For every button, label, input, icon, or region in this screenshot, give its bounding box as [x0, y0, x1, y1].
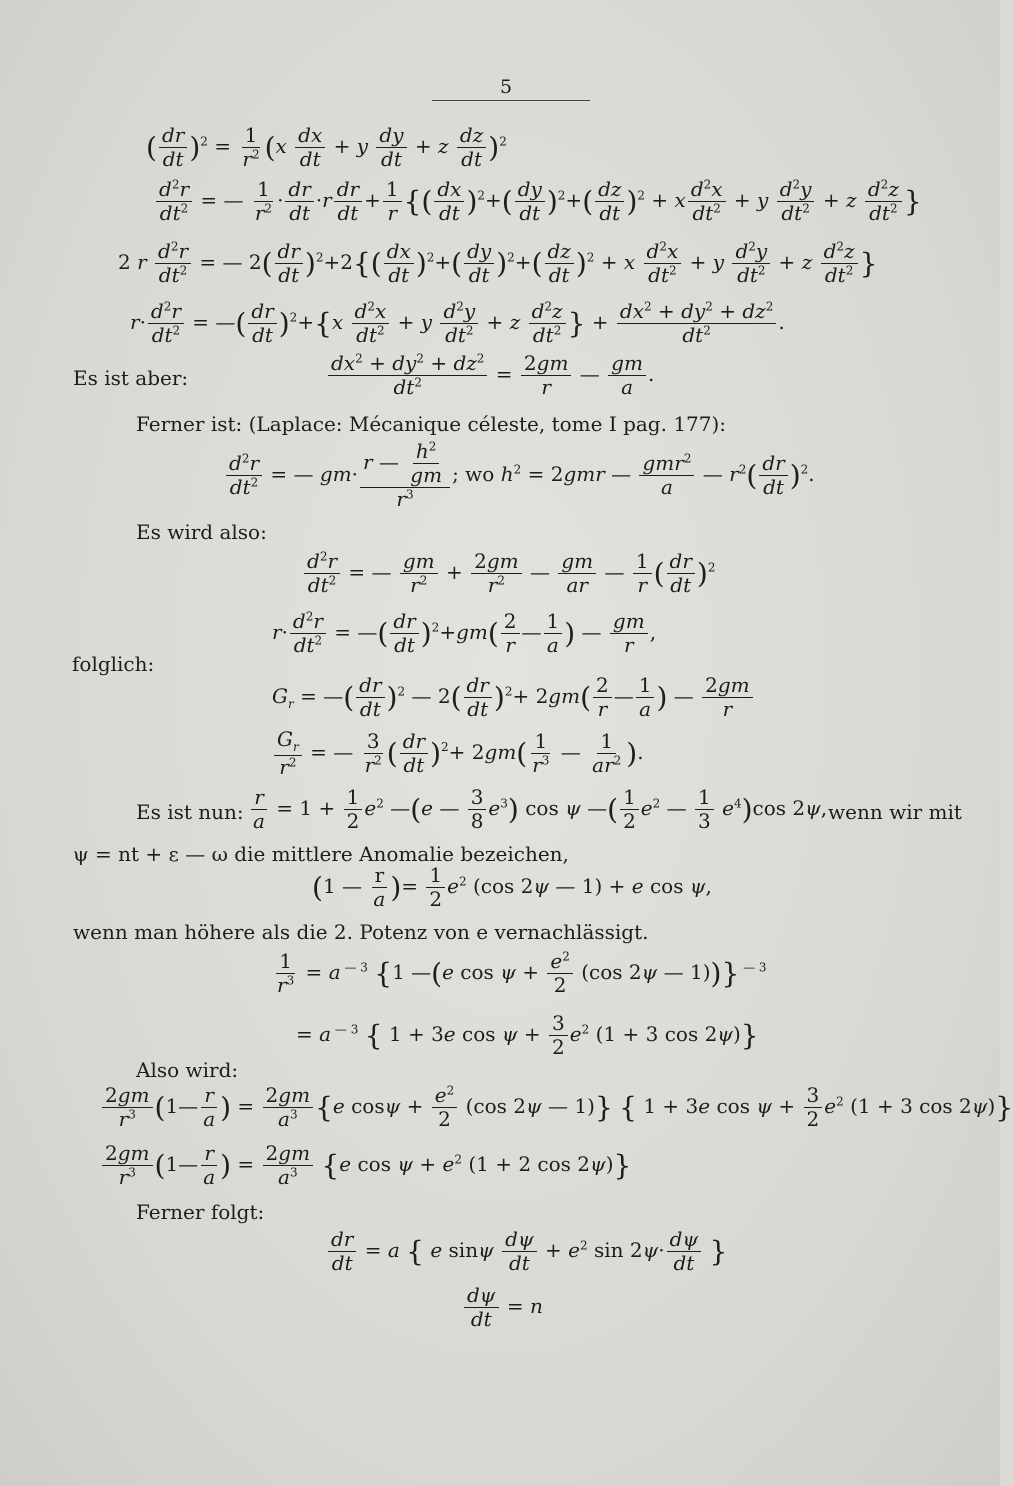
equation-8: r· $\frac{d^2r}{dt^2}$ = —( $\frac{dr}{dt}$ )$^2$+gm( $\frac{2}{r}$ — $\frac{1}{a}$ ) — $\frac{gm}{r}$ ,	[272, 609, 657, 657]
equation-13: $\frac{1}{r^3}$ = a $^{— 3}$ {1 —(e cos ψ + $\frac{e^2}{2}$ (cos 2ψ — 1))} $^{— 3}$	[277, 949, 767, 997]
equation-10: $\frac{G_r}{r^2}$ = — $\frac{3}{r^2}$ ( $\frac{dr}{dt}$ )$^2$+ 2gm( $\frac{1}{r^3}$ — $\frac{1}{ar^2}$ ).	[272, 728, 644, 779]
equation-6: $\frac{d^2r}{dt^2}$ = — gm· r — $\frac{h^2}{gm}$ $r^3$ ; wo $h^2 = 2gmr$ — $\frac{gmr^2}{a}$ — $r^2$( $\frac{dr}{dt}$ )$^2$.	[224, 440, 815, 511]
equation-1: ( $\frac{dr}{dt}$ )$^2$ = $\frac{1}{r^2}$ (x $\frac{dx}{dt}$ + y $\frac{dy}{dt}$ + z $\frac{dz}{dt}$ )$^2$	[146, 123, 507, 171]
equation-16: $\frac{2gm}{r^3}$ (1— $\frac{r}{a}$ ) = $\frac{2gm}{a^3}$ {e $\cos \psi + e^2$ (1 + 2 cos 2ψ)}	[100, 1142, 631, 1189]
equation-14: = a $^{— 3}$ { 1 + 3e cos ψ + $\frac{3}{2}$ $e^2$ (1 + 3 cos 2ψ)}	[296, 1011, 759, 1059]
equation-9: $G_r$ = —( $\frac{dr}{dt}$ )$^2$ — 2( $\frac{dr}{dt}$ )$^2$+ 2gm( $\frac{2}{r}$ — $\frac{1}{a}$ ) — $\frac{2gm}{r}$	[272, 674, 755, 721]
text-also-wird: Also wird:	[136, 1058, 239, 1082]
equation-4: r· $\frac{d^2r}{dt^2}$ = —( $\frac{dr}{dt}$ )$^2$+{x $\frac{d^2x}{dt^2}$ + y $\frac{d^2y}{dt^2}$ + z $\frac{d^2z}{dt^2}$ } + $\frac{dx^2 + dy^2 + dz^2}{dt^2}$ .	[130, 299, 785, 347]
header-rule	[432, 100, 590, 101]
text-ferner-ist: Ferner ist: (Laplace: Mécanique céleste, tome I pag. 177):	[136, 412, 727, 436]
equation-2: $\frac{d^2r}{dt^2}$ = — $\frac{1}{r^2}$ · $\frac{dr}{dt}$ ·r $\frac{dr}{dt}$ + $\frac{1}{r}$ {( $\frac{dx}{dt}$ )$^2$+( $\frac{dy}{dt}$ )$^2$+( $\frac{dz}{dt}$ )$^2$ + x $\frac{d^2x}{dt^2}$ + y $\frac{d^2y}{dt^2}$ + z $\frac{d^2z}{dt^2}$ }	[154, 178, 922, 225]
equation-11: $\frac{r}{a}$ = 1 + $\frac{1}{2}$ $e^2$ —(e — $\frac{3}{8}$ $e^3$) cos ψ —( $\frac{1}{2}$ $e^2$ — $\frac{1}{3}$ $e^4)\cos$ 2ψ,	[253, 785, 828, 833]
text-wenn-man: wenn man höhere als die 2. Potenz von e vernachlässigt.	[73, 920, 649, 944]
text-ferner-folgt: Ferner folgt:	[136, 1200, 265, 1224]
equation-3: 2 r $\frac{d^2r}{dt^2}$ = — 2( $\frac{dr}{dt}$ )$^2$+2{( $\frac{dx}{dt}$ )$^2$+( $\frac{dy}{dt}$ )$^2$+( $\frac{dz}{dt}$ )$^2$ + x $\frac{d^2x}{dt^2}$ + y $\frac{d^2y}{dt^2}$ + z $\frac{d^2z}{dt^2}$ }	[118, 239, 878, 287]
text-es-ist-aber: Es ist aber:	[73, 366, 189, 390]
equation-5: $\frac{dx^2 + dy^2 + dz^2}{dt^2}$ = $\frac{2gm}{r}$ — $\frac{gm}{a}$ .	[326, 352, 654, 399]
equation-12: (1 — $\frac{r}{a}$ )= $\frac{1}{2}$ $e^2$ (cos 2ψ — 1) + e cos ψ,	[312, 863, 712, 911]
text-psi-anomalie: ψ = nt + ε — ω die mittlere Anomalie bezeichen,	[73, 842, 569, 866]
text-wenn-wir-mit: wenn wir mit	[828, 800, 962, 824]
equation-17: $\frac{dr}{dt}$ = a { e sinψ $\frac{d\psi}{dt}$ + $e^2$ sin 2ψ· $\frac{d\psi}{dt}$ }	[326, 1228, 727, 1275]
equation-7: $\frac{d^2r}{dt^2}$ = — $\frac{gm}{r^2}$ + $\frac{2gm}{r^2}$ — $\frac{gm}{ar}$ — $\frac{1}{r}$ ( $\frac{dr}{dt}$ )$^2$	[302, 550, 715, 597]
equation-15: $\frac{2gm}{r^3}$ (1— $\frac{r}{a}$ ) = $\frac{2gm}{a^3}$ {e cosψ + $\frac{e^2}{2}$ (cos 2ψ — 1)} { 1 + 3e cos ψ + $\frac{3}{2}$ $e^2$ (1 + 3 cos 2ψ)}	[100, 1084, 1013, 1131]
page-number: 5	[500, 76, 513, 98]
equation-18: $\frac{d\psi}{dt}$ = n	[462, 1284, 543, 1331]
text-wo: wo	[465, 462, 495, 486]
text-folglich: folglich:	[72, 652, 155, 676]
text-es-ist-nun: Es ist nun:	[136, 800, 244, 824]
text-es-wird-also: Es wird also:	[136, 520, 267, 544]
